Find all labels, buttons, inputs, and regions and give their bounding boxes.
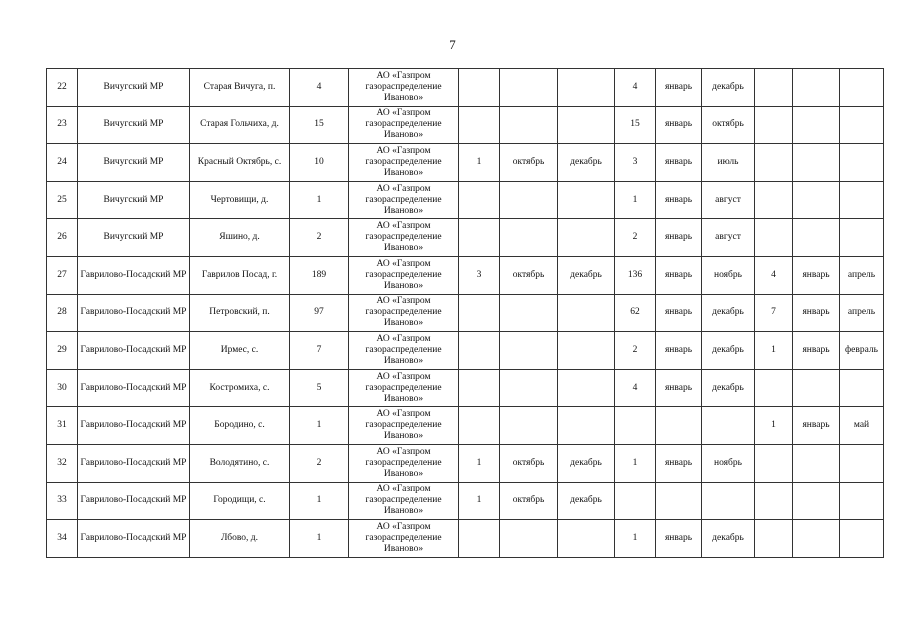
locality-cell: Старая Вичуга, п. [190, 69, 290, 107]
stage3-start-cell: январь [793, 407, 840, 445]
district-cell: Вичугский МР [78, 219, 190, 257]
stage2-count-cell: 3 [615, 144, 656, 182]
stage1-end-cell: декабрь [558, 144, 615, 182]
stage1-end-cell [558, 69, 615, 107]
total-count-cell: 5 [290, 369, 349, 407]
district-cell: Гаврилово-Посадский МР [78, 407, 190, 445]
stage3-end-cell: апрель [840, 256, 884, 294]
stage3-start-cell [793, 482, 840, 520]
stage3-end-cell [840, 482, 884, 520]
stage3-count-cell [755, 144, 793, 182]
stage3-start-cell [793, 444, 840, 482]
stage1-count-cell: 1 [459, 144, 500, 182]
stage2-count-cell: 136 [615, 256, 656, 294]
stage1-end-cell [558, 294, 615, 332]
stage2-start-cell: январь [656, 256, 702, 294]
table-row [47, 144, 884, 182]
locality-cell: Костромиха, с. [190, 369, 290, 407]
district-cell: Гаврилово-Посадский МР [78, 520, 190, 558]
row-number-cell: 31 [47, 407, 78, 445]
total-count-cell: 189 [290, 256, 349, 294]
row-number-cell: 25 [47, 181, 78, 219]
row-number-cell: 33 [47, 482, 78, 520]
row-number-cell: 26 [47, 219, 78, 257]
locality-cell: Гаврилов Посад, г. [190, 256, 290, 294]
page-number: 7 [449, 37, 456, 52]
stage1-end-cell [558, 520, 615, 558]
locality-cell: Городищи, с. [190, 482, 290, 520]
district-cell: Гаврилово-Посадский МР [78, 294, 190, 332]
district-cell: Гаврилово-Посадский МР [78, 369, 190, 407]
total-count-cell: 7 [290, 332, 349, 370]
table-row [47, 219, 884, 257]
stage3-start-cell [793, 520, 840, 558]
stage1-end-cell: декабрь [558, 256, 615, 294]
stage3-count-cell [755, 219, 793, 257]
stage3-end-cell [840, 444, 884, 482]
district-cell: Вичугский МР [78, 69, 190, 107]
stage1-start-cell [500, 294, 558, 332]
stage2-start-cell: январь [656, 520, 702, 558]
organization-cell: АО «Газпром газораспределение Иваново» [349, 294, 459, 332]
row-number-cell: 23 [47, 106, 78, 144]
locality-cell: Ирмес, с. [190, 332, 290, 370]
organization-cell: АО «Газпром газораспределение Иваново» [349, 482, 459, 520]
total-count-cell: 97 [290, 294, 349, 332]
stage2-count-cell: 1 [615, 181, 656, 219]
stage3-start-cell [793, 219, 840, 257]
organization-cell: АО «Газпром газораспределение Иваново» [349, 369, 459, 407]
row-number-cell: 29 [47, 332, 78, 370]
stage1-start-cell [500, 332, 558, 370]
row-number-cell: 27 [47, 256, 78, 294]
stage3-count-cell [755, 482, 793, 520]
stage1-end-cell [558, 369, 615, 407]
total-count-cell: 2 [290, 219, 349, 257]
stage1-start-cell: октябрь [500, 144, 558, 182]
organization-cell: АО «Газпром газораспределение Иваново» [349, 332, 459, 370]
stage1-start-cell [500, 520, 558, 558]
organization-cell: АО «Газпром газораспределение Иваново» [349, 181, 459, 219]
stage1-start-cell [500, 181, 558, 219]
stage2-count-cell: 4 [615, 369, 656, 407]
organization-cell: АО «Газпром газораспределение Иваново» [349, 219, 459, 257]
total-count-cell: 1 [290, 520, 349, 558]
table-row [47, 106, 884, 144]
table-row [47, 294, 884, 332]
organization-cell: АО «Газпром газораспределение Иваново» [349, 520, 459, 558]
stage2-count-cell: 1 [615, 520, 656, 558]
row-number-cell: 24 [47, 144, 78, 182]
stage2-count-cell [615, 482, 656, 520]
stage3-end-cell [840, 69, 884, 107]
stage1-count-cell [459, 181, 500, 219]
stage3-end-cell [840, 520, 884, 558]
organization-cell: АО «Газпром газораспределение Иваново» [349, 444, 459, 482]
total-count-cell: 1 [290, 181, 349, 219]
district-cell: Вичугский МР [78, 106, 190, 144]
stage3-count-cell [755, 106, 793, 144]
stage3-count-cell: 1 [755, 407, 793, 445]
stage3-end-cell [840, 181, 884, 219]
table-row [47, 332, 884, 370]
locality-cell: Бородино, с. [190, 407, 290, 445]
locality-cell: Лбово, д. [190, 520, 290, 558]
stage1-count-cell [459, 369, 500, 407]
stage2-end-cell [702, 482, 755, 520]
stage2-start-cell: январь [656, 219, 702, 257]
district-cell: Гаврилово-Посадский МР [78, 332, 190, 370]
locality-cell: Красный Октябрь, с. [190, 144, 290, 182]
row-number-cell: 22 [47, 69, 78, 107]
stage2-start-cell: январь [656, 444, 702, 482]
stage3-end-cell [840, 219, 884, 257]
stage2-end-cell: август [702, 181, 755, 219]
district-cell: Вичугский МР [78, 144, 190, 182]
stage3-start-cell: январь [793, 332, 840, 370]
district-cell: Гаврилово-Посадский МР [78, 256, 190, 294]
stage2-count-cell: 62 [615, 294, 656, 332]
stage3-count-cell [755, 369, 793, 407]
stage3-end-cell [840, 144, 884, 182]
stage3-start-cell [793, 69, 840, 107]
gasification-schedule-table [46, 68, 884, 558]
row-number-cell: 32 [47, 444, 78, 482]
stage3-count-cell [755, 69, 793, 107]
stage2-count-cell [615, 407, 656, 445]
stage3-start-cell [793, 144, 840, 182]
stage1-end-cell [558, 332, 615, 370]
organization-cell: АО «Газпром газораспределение Иваново» [349, 106, 459, 144]
stage1-count-cell [459, 520, 500, 558]
stage1-count-cell: 1 [459, 444, 500, 482]
stage2-end-cell: август [702, 219, 755, 257]
district-cell: Гаврилово-Посадский МР [78, 444, 190, 482]
stage2-count-cell: 1 [615, 444, 656, 482]
stage1-count-cell: 1 [459, 482, 500, 520]
total-count-cell: 4 [290, 69, 349, 107]
stage1-end-cell: декабрь [558, 444, 615, 482]
stage2-end-cell [702, 407, 755, 445]
stage3-count-cell [755, 181, 793, 219]
organization-cell: АО «Газпром газораспределение Иваново» [349, 69, 459, 107]
stage2-end-cell: ноябрь [702, 444, 755, 482]
table-row [47, 407, 884, 445]
locality-cell: Старая Гольчиха, д. [190, 106, 290, 144]
stage3-start-cell: январь [793, 256, 840, 294]
stage3-count-cell: 4 [755, 256, 793, 294]
table-row [47, 482, 884, 520]
organization-cell: АО «Газпром газораспределение Иваново» [349, 144, 459, 182]
stage2-end-cell: декабрь [702, 332, 755, 370]
stage1-end-cell [558, 407, 615, 445]
total-count-cell: 2 [290, 444, 349, 482]
stage1-end-cell [558, 219, 615, 257]
locality-cell: Яшино, д. [190, 219, 290, 257]
table-row [47, 69, 884, 107]
stage2-start-cell: январь [656, 144, 702, 182]
total-count-cell: 1 [290, 407, 349, 445]
row-number-cell: 30 [47, 369, 78, 407]
stage1-start-cell [500, 106, 558, 144]
stage2-start-cell: январь [656, 181, 702, 219]
stage1-count-cell [459, 106, 500, 144]
row-number-cell: 28 [47, 294, 78, 332]
stage1-start-cell: октябрь [500, 482, 558, 520]
stage1-count-cell [459, 407, 500, 445]
district-cell: Вичугский МР [78, 181, 190, 219]
stage3-start-cell [793, 181, 840, 219]
stage1-start-cell [500, 219, 558, 257]
total-count-cell: 15 [290, 106, 349, 144]
stage1-start-cell: октябрь [500, 256, 558, 294]
stage2-end-cell: декабрь [702, 520, 755, 558]
stage2-count-cell: 15 [615, 106, 656, 144]
stage3-count-cell [755, 444, 793, 482]
stage2-end-cell: декабрь [702, 369, 755, 407]
locality-cell: Петровский, п. [190, 294, 290, 332]
district-cell: Гаврилово-Посадский МР [78, 482, 190, 520]
table-row [47, 520, 884, 558]
table-row [47, 256, 884, 294]
locality-cell: Володятино, с. [190, 444, 290, 482]
stage2-end-cell: июль [702, 144, 755, 182]
stage2-count-cell: 2 [615, 332, 656, 370]
stage3-start-cell [793, 106, 840, 144]
stage2-end-cell: октябрь [702, 106, 755, 144]
stage3-end-cell: май [840, 407, 884, 445]
stage1-count-cell [459, 219, 500, 257]
stage3-count-cell: 7 [755, 294, 793, 332]
stage2-start-cell: январь [656, 332, 702, 370]
stage3-start-cell [793, 369, 840, 407]
stage3-end-cell: апрель [840, 294, 884, 332]
stage1-start-cell [500, 407, 558, 445]
stage2-start-cell: январь [656, 69, 702, 107]
stage3-start-cell: январь [793, 294, 840, 332]
stage1-end-cell [558, 181, 615, 219]
stage2-end-cell: декабрь [702, 294, 755, 332]
stage2-count-cell: 4 [615, 69, 656, 107]
stage3-count-cell: 1 [755, 332, 793, 370]
stage2-start-cell: январь [656, 294, 702, 332]
stage3-count-cell [755, 520, 793, 558]
stage1-start-cell [500, 69, 558, 107]
stage1-start-cell [500, 369, 558, 407]
organization-cell: АО «Газпром газораспределение Иваново» [349, 256, 459, 294]
stage1-count-cell [459, 69, 500, 107]
total-count-cell: 10 [290, 144, 349, 182]
stage2-end-cell: ноябрь [702, 256, 755, 294]
stage1-count-cell [459, 294, 500, 332]
stage1-count-cell [459, 332, 500, 370]
table-row [47, 369, 884, 407]
stage2-count-cell: 2 [615, 219, 656, 257]
table-row [47, 444, 884, 482]
stage2-start-cell: январь [656, 369, 702, 407]
stage1-end-cell: декабрь [558, 482, 615, 520]
stage3-end-cell [840, 106, 884, 144]
stage1-end-cell [558, 106, 615, 144]
stage2-end-cell: декабрь [702, 69, 755, 107]
stage2-start-cell [656, 407, 702, 445]
row-number-cell: 34 [47, 520, 78, 558]
stage2-start-cell [656, 482, 702, 520]
table-row [47, 181, 884, 219]
stage1-start-cell: октябрь [500, 444, 558, 482]
stage3-end-cell: февраль [840, 332, 884, 370]
stage2-start-cell: январь [656, 106, 702, 144]
stage1-count-cell: 3 [459, 256, 500, 294]
total-count-cell: 1 [290, 482, 349, 520]
stage3-end-cell [840, 369, 884, 407]
locality-cell: Чертовищи, д. [190, 181, 290, 219]
organization-cell: АО «Газпром газораспределение Иваново» [349, 407, 459, 445]
